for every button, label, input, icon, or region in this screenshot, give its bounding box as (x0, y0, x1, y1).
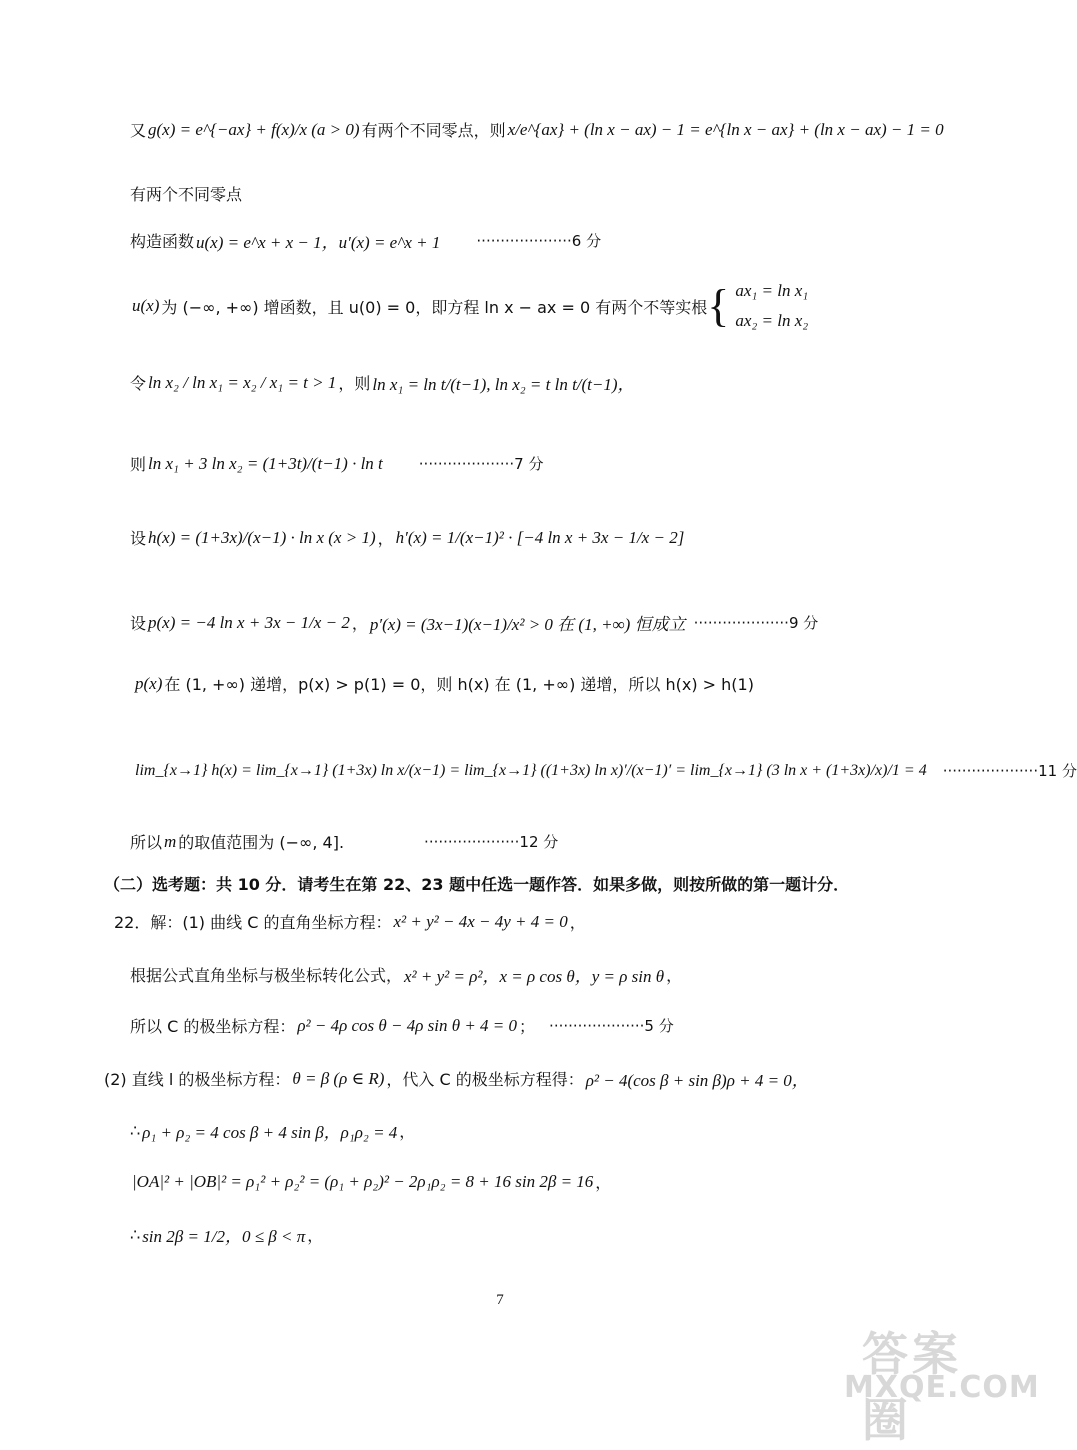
line-text: 构造函数 (130, 232, 195, 251)
line-text: ， (307, 1226, 324, 1245)
content-line (130, 276, 810, 336)
math-expression: m (164, 831, 177, 851)
math-expression: lim_{x→1} h(x) = lim_{x→1} (1+3x) ln x/(x−1) = lim_{x→1} ((1+3x) ln x)′/(x−1)′ = lim_{x→1} (3 ln x + (1+3x)/x)/1 = 4 (135, 761, 927, 779)
math-expression: θ = β (ρ ∈ R) (292, 1068, 385, 1088)
content-line (114, 910, 586, 933)
math-expression: h′(x) = 1/(x−1)² · [−4 ln x + 3x − 1/x − 2] (395, 527, 685, 547)
content-line (130, 1222, 323, 1247)
math-expression: p′(x) = (3x−1)(x−1)/x² > 0 在 (1, +∞) 恒成立 (369, 615, 686, 634)
content-line (130, 228, 601, 253)
line-text: 所以 C 的极坐标方程： (130, 1017, 296, 1036)
score-mark: ····················12 分 (424, 833, 559, 851)
math-expression: u(x) = e^x + x − 1，u′(x) = e^x + 1 (196, 233, 441, 252)
score-mark: ····················5 分 (549, 1017, 674, 1035)
score-mark: ····················11 分 (942, 762, 1077, 780)
line-text: 有两个不同零点 (130, 185, 243, 204)
line-text: 根据公式直角坐标与极坐标转化公式， (130, 966, 403, 985)
math-expression: p(x) (135, 673, 163, 693)
content-line (130, 526, 686, 549)
system-equation: ax₂ = ln x₂ (735, 311, 809, 330)
line-text: 令 (130, 374, 147, 393)
line-text: 又 (130, 121, 147, 140)
content-line (130, 118, 946, 141)
line-text: 设 (130, 614, 147, 633)
line-text: 设 (130, 529, 147, 548)
math-expression: ln x₁ = ln t/(t−1), ln x₂ = t ln t/(t−1)， (372, 375, 635, 394)
watermark-url: MXQE.COM (844, 1370, 1040, 1405)
line-text: (2) 直线 l 的极坐标方程： (104, 1070, 291, 1089)
content-line (133, 672, 754, 695)
math-expression: x² + y² − 4x − 4y + 4 = 0 (393, 911, 568, 931)
system-equation: ax₁ = ln x₁ (735, 281, 809, 300)
math-expression: ρ² − 4(cos β + sin β)ρ + 4 = 0， (585, 1071, 809, 1090)
math-expression: sin 2β = 1/2，0 ≤ β < π (142, 1227, 306, 1246)
line-text: ∴ (130, 1225, 141, 1244)
brace-symbol: { (707, 280, 730, 331)
content-line (130, 452, 543, 475)
line-text: ∴ (130, 1121, 141, 1140)
line-text: 则 (130, 455, 147, 474)
content-line (130, 182, 242, 205)
math-expression: ρ² − 4ρ cos θ − 4ρ sin θ + 4 = 0 (297, 1015, 518, 1035)
line-text: 在 (1, +∞) 递增，p(x) > p(1) = 0，则 h(x) 在 (1, +∞) 递增，所以 h(x) > h(1) (164, 675, 754, 694)
score-mark: ····················6 分 (476, 232, 602, 250)
page-number: 7 (496, 1292, 504, 1308)
equation-system (735, 276, 808, 336)
content-line (130, 610, 818, 635)
math-expression: ln x₁ + 3 ln x₂ = (1+3t)/(t−1) · ln t (148, 453, 383, 473)
line-text: ； (519, 1017, 536, 1036)
content-line (130, 370, 637, 395)
line-text: 有两个不同零点，则 (361, 121, 506, 140)
math-expression: |OA|² + |OB|² = ρ₁² + ρ₂² = (ρ₁ + ρ₂)² − 2ρ₁ρ₂ = 8 + 16 sin 2β = 16 (132, 1171, 594, 1191)
content-line (130, 830, 558, 853)
line-text: ， (399, 1122, 416, 1141)
math-expression: h(x) = (1+3x)/(x−1) · ln x (x > 1) (148, 527, 376, 547)
content-line (130, 962, 682, 987)
content-line (133, 760, 1077, 781)
heading-text: （二）选考题：共 10 分．请考生在第 22、23 题中任选一题作答．如果多做，则按所做的第一题计分． (104, 875, 850, 894)
line-text: 所以 (130, 833, 163, 852)
watermark-logo: 答案圈 (862, 1327, 962, 1447)
math-expression: ρ₁ + ρ₂ = 4 cos β + 4 sin β，ρ₁ρ₂ = 4 (142, 1123, 398, 1142)
score-mark: ····················7 分 (418, 455, 544, 473)
line-text: ， (351, 614, 368, 633)
line-text: 22．解：(1) 曲线 C 的直角坐标方程： (114, 913, 392, 932)
math-expression: x/e^{ax} + (ln x − ax) − 1 = e^{ln x − ax} + (ln x − ax) − 1 = 0 (507, 119, 944, 139)
section-heading (104, 872, 849, 895)
math-expression: ln x₂ / ln x₁ = x₂ / x₁ = t > 1 (148, 372, 337, 392)
content-line (104, 1066, 811, 1091)
content-line (130, 1170, 611, 1193)
math-expression: x² + y² = ρ²，x = ρ cos θ，y = ρ sin θ (404, 967, 665, 986)
content-line (130, 1118, 415, 1143)
score-mark: ····················9 分 (693, 614, 819, 632)
content-line (130, 1014, 674, 1037)
line-text: ， (377, 529, 394, 548)
line-text: ，代入 C 的极坐标方程得： (386, 1070, 584, 1089)
line-text: ， (666, 966, 683, 985)
math-expression: u(x) (132, 296, 160, 315)
math-expression: p(x) = −4 ln x + 3x − 1/x − 2 (148, 612, 350, 632)
line-text: 为 (−∞, +∞) 增函数，且 u(0) = 0，即方程 ln x − ax = 0 有两个不等实根 (161, 297, 708, 317)
math-expression: g(x) = e^{−ax} + f(x)/x (a > 0) (148, 119, 360, 139)
line-text: ， (595, 1173, 612, 1192)
line-text: ， (569, 913, 586, 932)
line-text: ，则 (338, 374, 371, 393)
line-text: 的取值范围为 (−∞, 4]. (178, 833, 345, 852)
